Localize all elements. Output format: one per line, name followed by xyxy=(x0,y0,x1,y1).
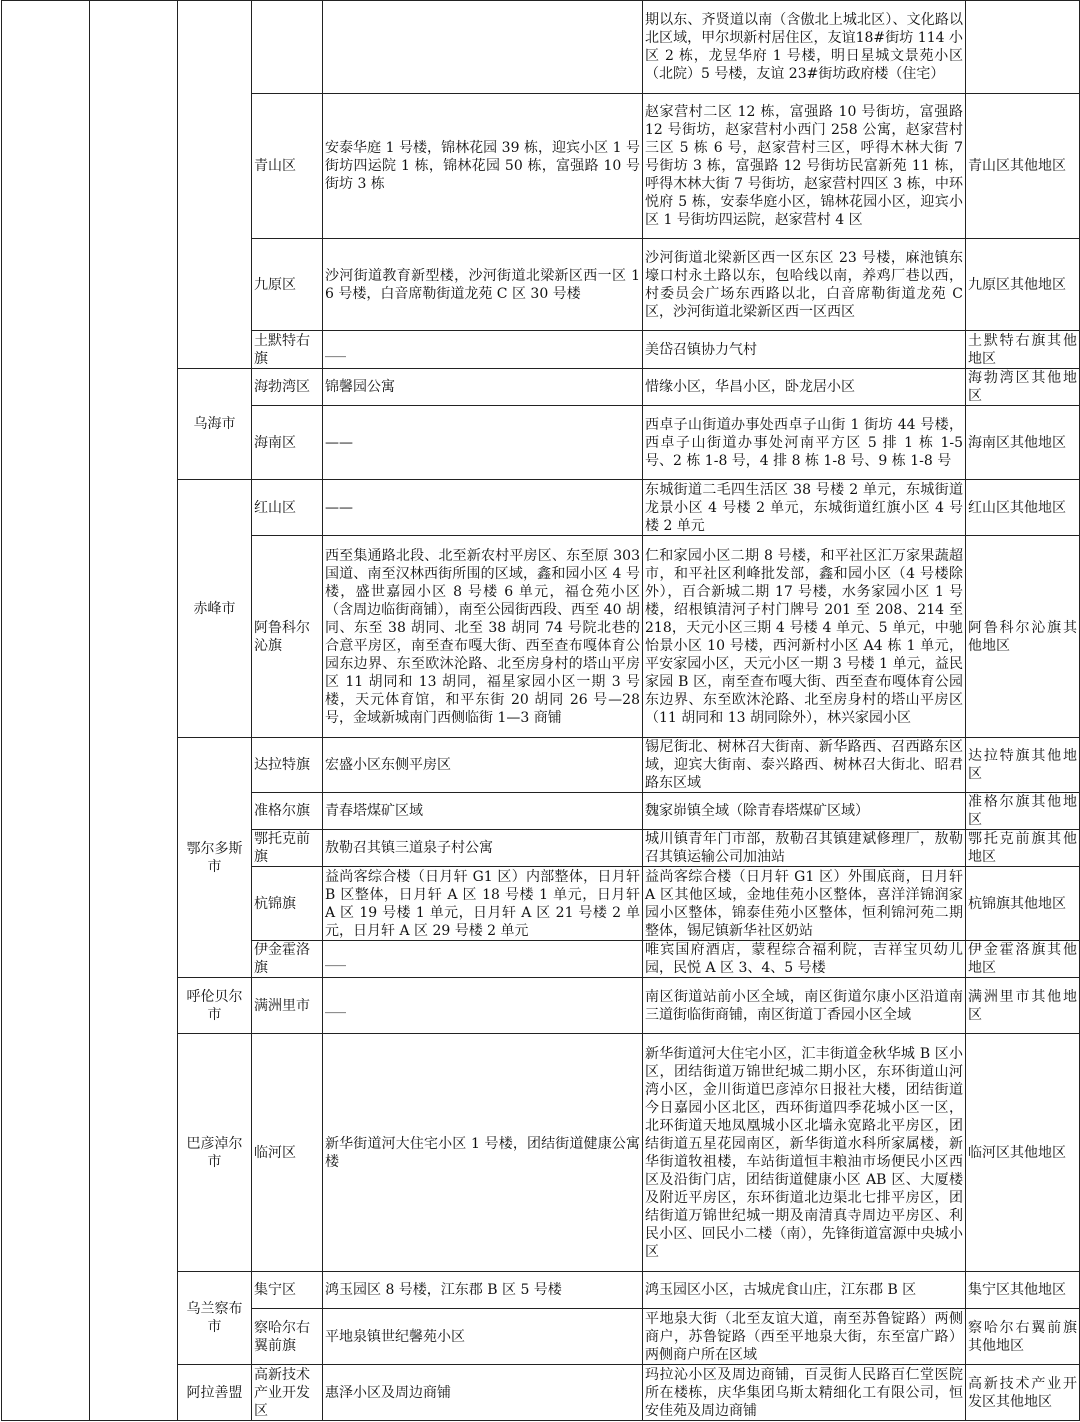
table-row xyxy=(2,1,1080,94)
city-cell: 鄂尔多斯市 xyxy=(178,738,252,978)
low-risk-cell: 临河区其他地区 xyxy=(966,1034,1080,1272)
mid-risk-cell: 期以东、齐贤道以南（含傲北上城北区）、文化路以北区域，甲尔坝新村居住区，友谊18#街坊 114 小区 2 栋，龙昱华府 1 号楼，明日星城文景苑小区（北院）5 号楼，友谊 23#街坊政府楼（住宅） xyxy=(643,1,966,94)
mid-risk-cell: 唯宾国府酒店，蒙程综合福利院，吉祥宝贝幼儿园，民悦 A 区 3、4、5 号楼 xyxy=(643,941,966,978)
low-risk-cell: 阿鲁科尔沁旗其他地区 xyxy=(966,536,1080,738)
high-risk-cell: —— xyxy=(323,406,643,480)
high-risk-cell: 安泰华庭 1 号楼，锦林花园 39 栋，迎宾小区 1 号街坊四运院 1 栋，锦林花园 50 栋，富强路 10 号街坊 3 栋 xyxy=(323,94,643,239)
high-risk-cell: 惠泽小区及周边商铺 xyxy=(323,1365,643,1421)
city-cell: 乌兰察布市 xyxy=(178,1272,252,1365)
low-risk-cell: 海勃湾区其他地区 xyxy=(966,369,1080,406)
mid-risk-cell: 南区街道站前小区全域，南区街道尔康小区沿道南三道街临街商铺，南区街道丁香园小区全域 xyxy=(643,978,966,1034)
district-cell: 九原区 xyxy=(252,239,323,331)
mid-risk-cell: 平地泉大街（北至友谊大道，南至苏鲁锭路）两侧商户，苏鲁锭路（西至平地泉大街，东至富广路）两侧商户所在区域 xyxy=(643,1309,966,1365)
mid-risk-cell: 赵家营村二区 12 栋，富强路 10 号街坊，富强路 12 号街坊，赵家营村小西门 258 公寓，赵家营村三区 5 栋 6 号，赵家营村三区，呼得木林大街 7 号街坊 3 栋，富强路 12 号街坊民富新苑 11 栋，呼得木林大街 7 号街坊，赵家营村四区 3 栋，中环悦府 5 栋，安泰华庭小区，锦林花园小区，迎宾小区 1 号街坊四运院，赵家营村 4 区 xyxy=(643,94,966,239)
district-cell: 准格尔旗 xyxy=(252,793,323,830)
district-cell: 察哈尔右翼前旗 xyxy=(252,1309,323,1365)
district-cell: 达拉特旗 xyxy=(252,738,323,793)
low-risk-cell xyxy=(966,1,1080,94)
district-cell: 青山区 xyxy=(252,94,323,239)
district-cell: 红山区 xyxy=(252,480,323,536)
low-risk-cell: 准格尔旗其他地区 xyxy=(966,793,1080,830)
city-cell: 阿拉善盟 xyxy=(178,1365,252,1421)
high-risk-cell: 宏盛小区东侧平房区 xyxy=(323,738,643,793)
district-cell: 临河区 xyxy=(252,1034,323,1272)
district-cell: 伊金霍洛旗 xyxy=(252,941,323,978)
high-risk-cell: ___ xyxy=(323,978,643,1034)
district-cell: 阿鲁科尔沁旗 xyxy=(252,536,323,738)
city-cell: 呼伦贝尔市 xyxy=(178,978,252,1034)
low-risk-cell: 伊金霍洛旗其他地区 xyxy=(966,941,1080,978)
high-risk-cell: 锦馨园公寓 xyxy=(323,369,643,406)
blank-col-2 xyxy=(90,1,178,1421)
mid-risk-cell: 沙河街道北梁新区西一区东区 23 号楼，麻池镇东壕口村永土路以东，包哈线以南，养鸡厂巷以西，村委员会广场东西路以北，白音席勒街道龙苑 C 区，沙河街道北梁新区西一区西区 xyxy=(643,239,966,331)
city-cell xyxy=(178,1,252,369)
district-cell: 鄂托克前旗 xyxy=(252,830,323,867)
mid-risk-cell: 魏家峁镇全域（除青春塔煤矿区域） xyxy=(643,793,966,830)
district-cell: 杭锦旗 xyxy=(252,867,323,941)
mid-risk-cell: 锡尼街北、树林召大街南、新华路西、召西路东区域，迎宾大街南、泰兴路西、树林召大街北、昭君路东区域 xyxy=(643,738,966,793)
high-risk-cell xyxy=(323,1,643,94)
mid-risk-cell: 惜缘小区，华昌小区，卧龙居小区 xyxy=(643,369,966,406)
high-risk-cell: ___ xyxy=(323,941,643,978)
mid-risk-cell: 西卓子山街道办事处西卓子山街 1 街坊 44 号楼，西卓子山街道办事处河南平方区 5 排 1 栋 1-5 号、2 栋 1-8 号，4 排 8 栋 1-8 号、9 栋 1-8 号 xyxy=(643,406,966,480)
mid-risk-cell: 城川镇青年门市部，敖勒召其镇建斌修理厂，敖勒召其镇运输公司加油站 xyxy=(643,830,966,867)
district-cell: 海南区 xyxy=(252,406,323,480)
city-cell: 巴彦淖尔市 xyxy=(178,1034,252,1272)
low-risk-cell: 九原区其他地区 xyxy=(966,239,1080,331)
district-cell: 高新技术产业开发区 xyxy=(252,1365,323,1421)
high-risk-cell: 益尚客综合楼（日月轩 G1 区）内部整体，日月轩 B 区整体，日月轩 A 区 18 号楼 1 单元，日月轩 A 区 19 号楼 1 单元，日月轩 A 区 21 号楼 2 单元，日月轩 A 区 29 号楼 2 单元 xyxy=(323,867,643,941)
high-risk-cell: 西至集通路北段、北至新农村平房区、东至原 303 国道、南至汉林西街所围的区域，鑫和园小区 4 号楼，盛世嘉园小区 8 号楼 6 单元，福仓苑小区（含周边临街商铺），南至公园街西段、西至 40 胡同、东至 38 胡同、北至 38 胡同 74 号院北巷的合意平房区，南至查布嘎大街、西至查布嘎体育公园东边界、东至欧沐沦路、北至房身村的塔山平房区 11 胡同和 13 胡同，福星家园小区一期 3 号楼，天元体育馆，和平东街 20 胡同 26 号—28 号，金域新城南门西侧临街 1—3 商铺 xyxy=(323,536,643,738)
high-risk-cell: 平地泉镇世纪馨苑小区 xyxy=(323,1309,643,1365)
district-cell: 海勃湾区 xyxy=(252,369,323,406)
high-risk-cell: 青春塔煤矿区域 xyxy=(323,793,643,830)
risk-area-table xyxy=(1,0,1080,1421)
low-risk-cell: 察哈尔右翼前旗其他地区 xyxy=(966,1309,1080,1365)
low-risk-cell: 红山区其他地区 xyxy=(966,480,1080,536)
district-cell: 集宁区 xyxy=(252,1272,323,1309)
mid-risk-cell: 鸿玉园区小区，古城虎食山庄，江东郡 B 区 xyxy=(643,1272,966,1309)
high-risk-cell: 沙河街道教育新型楼，沙河街道北梁新区西一区 16 号楼，白音席勒街道龙苑 C 区 30 号楼 xyxy=(323,239,643,331)
mid-risk-cell: 东城街道二毛四生活区 38 号楼 2 单元，东城街道龙景小区 4 号楼 2 单元，东城街道红旗小区 4 号楼 2 单元 xyxy=(643,480,966,536)
blank-col-1 xyxy=(2,1,90,1421)
mid-risk-cell: 仁和家园小区二期 8 号楼，和平社区汇万家果蔬超市，和平社区利峰批发部，鑫和园小区（4 号楼除外），百合新城二期 17 号楼，水务家园小区 1 号楼，绍根镇清河子村门牌号 201 至 208、214 至 218，天元小区三期 4 号楼 4 单元、5 单元，中驰怡景小区 10 号楼，西河新村小区 A4 栋 1 单元，平安家园小区，天元小区一期 3 号楼 1 单元，益民家园 B 区，南至查布嘎大街、西至查布嘎体育公园东边界、东至欧沐沦路、北至房身村的塔山平房区（11 胡同和 13 胡同除外），林兴家园小区 xyxy=(643,536,966,738)
mid-risk-cell: 益尚客综合楼（日月轩 G1 区）外围底商，日月轩 A 区其他区域，金地佳苑小区整体，喜洋洋锦润家园小区整体，锦泰佳苑小区整体，恒利锦河苑二期整体，锡尼镇新华社区奶站 xyxy=(643,867,966,941)
high-risk-cell: 新华街道河大住宅小区 1 号楼，团结街道健康公寓楼 xyxy=(323,1034,643,1272)
high-risk-cell: ___ xyxy=(323,331,643,369)
mid-risk-cell: 玛拉沁小区及周边商铺，百灵街人民路百仁堂医院所在楼栋，庆华集团乌斯太精细化工有限公司，恒安佳苑及周边商铺 xyxy=(643,1365,966,1421)
mid-risk-cell: 新华街道河大住宅小区，汇丰街道金秋华城 B 区小区，团结街道万锦世纪城二期小区，东环街道山河湾小区，金川街道巴彦淖尔日报社大楼，团结街道今日嘉园小区北区，西环街道四季花城小区一区，北环街道天地凤凰城小区北墙永宽路北平房区，团结街道五星花园南区，新华街道水科所家属楼，新华街道牧祖楼，车站街道恒丰粮油市场便民小区西区及沿街门店，团结街道健康小区 AB 区、大厦楼及附近平房区，东环街道北边渠北七排平房区，团结街道万锦世纪城一期及南清真寺周边平房区、利民小区、回民小二楼（南），先锋街道富源中央城小区 xyxy=(643,1034,966,1272)
high-risk-cell: 鸿玉园区 8 号楼，江东郡 B 区 5 号楼 xyxy=(323,1272,643,1309)
low-risk-cell: 满洲里市其他地区 xyxy=(966,978,1080,1034)
district-cell: 满洲里市 xyxy=(252,978,323,1034)
high-risk-cell: —— xyxy=(323,480,643,536)
city-cell: 赤峰市 xyxy=(178,480,252,738)
low-risk-cell: 鄂托克前旗其他地区 xyxy=(966,830,1080,867)
low-risk-cell: 杭锦旗其他地区 xyxy=(966,867,1080,941)
mid-risk-cell: 美岱召镇协力气村 xyxy=(643,331,966,369)
low-risk-cell: 集宁区其他地区 xyxy=(966,1272,1080,1309)
district-cell: 土默特右旗 xyxy=(252,331,323,369)
low-risk-cell: 达拉特旗其他地区 xyxy=(966,738,1080,793)
high-risk-cell: 敖勒召其镇三道泉子村公寓 xyxy=(323,830,643,867)
low-risk-cell: 青山区其他地区 xyxy=(966,94,1080,239)
district-cell xyxy=(252,1,323,94)
low-risk-cell: 高新技术产业开发区其他地区 xyxy=(966,1365,1080,1421)
low-risk-cell: 海南区其他地区 xyxy=(966,406,1080,480)
low-risk-cell: 土默特右旗其他地区 xyxy=(966,331,1080,369)
city-cell: 乌海市 xyxy=(178,369,252,480)
